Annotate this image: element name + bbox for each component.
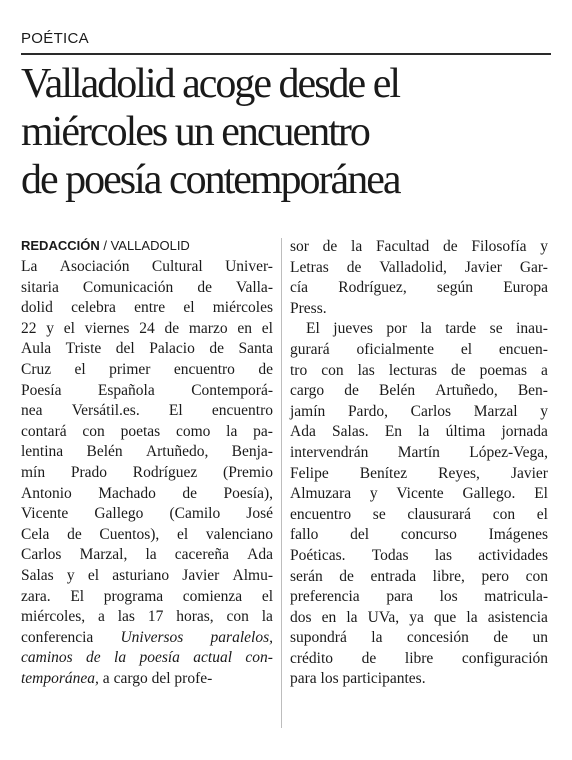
headline-line: miércoles un encuentro: [21, 109, 369, 155]
text-line: Carlos Marzal, la cacereña Ada: [21, 546, 273, 564]
text-line: lentina Belén Artuñedo, Benja-: [21, 443, 273, 461]
text-line: sor de la Facultad de Filosofía y: [290, 238, 548, 255]
text-line: dolid celebra entre el miércoles: [21, 299, 273, 317]
headline-line: de poesía contemporánea: [21, 157, 400, 203]
headline: [21, 60, 566, 204]
text-line: tro con las lecturas de poemas a: [290, 361, 548, 379]
section-label: POÉTICA: [21, 30, 89, 47]
text-line: Poesía Española Contemporá-: [21, 381, 273, 399]
text-line: Vicente Gallego (Camilo José: [21, 505, 273, 523]
text-line: zara. El programa comienza el: [21, 587, 273, 605]
article-column-right: [290, 237, 548, 690]
text-line: sitaria Comunicación de Valla-: [21, 278, 273, 296]
text-line: nea Versátil.es. El encuentro: [21, 402, 273, 420]
text-line: cargo de Belén Artuñedo, Ben-: [290, 382, 548, 400]
text-line: mín Prado Rodríguez (Premio: [21, 463, 273, 481]
text-line: Aula Triste del Palacio de Santa: [21, 340, 273, 358]
article-column-left: [21, 257, 273, 689]
text-line: Letras de Valladolid, Javier Gar-: [290, 258, 548, 276]
headline-line: Valladolid acoge desde el: [21, 61, 399, 107]
section-rule: [21, 53, 551, 55]
byline-separator: /: [99, 238, 111, 253]
text-line: temporánea, a cargo del profe-: [21, 669, 213, 687]
text-line: preferencia para los matricula-: [290, 588, 548, 606]
text-line: Cela de Cuentos), el valenciano: [21, 525, 273, 543]
text-line: 22 y el viernes 24 de marzo en el: [21, 319, 273, 337]
text-line: El jueves por la tarde se inau-: [306, 320, 548, 338]
text-line: intervendrán Martín López-Vega,: [290, 443, 548, 461]
text-line: conferencia Universos paralelos,: [21, 628, 273, 646]
text-line: serán de entrada libre, pero con: [290, 567, 548, 585]
column-divider: [281, 238, 282, 728]
text-line: para los participantes.: [290, 670, 426, 688]
text-line: La Asociación Cultural Univer-: [21, 258, 273, 275]
byline-agency: REDACCIÓN: [21, 238, 100, 253]
text-line: Felipe Benítez Reyes, Javier: [290, 464, 548, 482]
text-line: Poéticas. Todas las actividades: [290, 546, 548, 564]
text-line: dos en la UVa, ya que la asistencia: [290, 608, 548, 626]
text-line: cía Rodríguez, según Europa: [290, 279, 548, 297]
text-line: miércoles, a las 17 horas, con la: [21, 608, 273, 626]
text-line: Press.: [290, 299, 327, 317]
text-line: Cruz el primer encuentro de: [21, 360, 273, 378]
text-line: caminos de la poesía actual con-: [21, 649, 273, 667]
text-line: fallo del concurso Imágenes: [290, 526, 548, 544]
byline-place: VALLADOLID: [110, 238, 190, 253]
text-line: contará con poetas como la pa-: [21, 422, 273, 440]
text-line: encuentro se clausurará con el: [290, 505, 548, 523]
text-line: gurará oficialmente el encuen-: [290, 340, 548, 358]
text-line: crédito de libre configuración: [290, 649, 548, 667]
text-line: Salas y el asturiano Javier Almu-: [21, 566, 273, 584]
text-line: Ada Salas. En la última jornada: [290, 423, 548, 441]
text-line: Antonio Machado de Poesía),: [21, 484, 273, 502]
text-line: jamín Pardo, Carlos Marzal y: [290, 402, 548, 420]
text-line: Almuzara y Vicente Gallego. El: [290, 485, 548, 503]
text-line: supondrá la concesión de un: [290, 629, 548, 647]
byline: [21, 238, 190, 254]
